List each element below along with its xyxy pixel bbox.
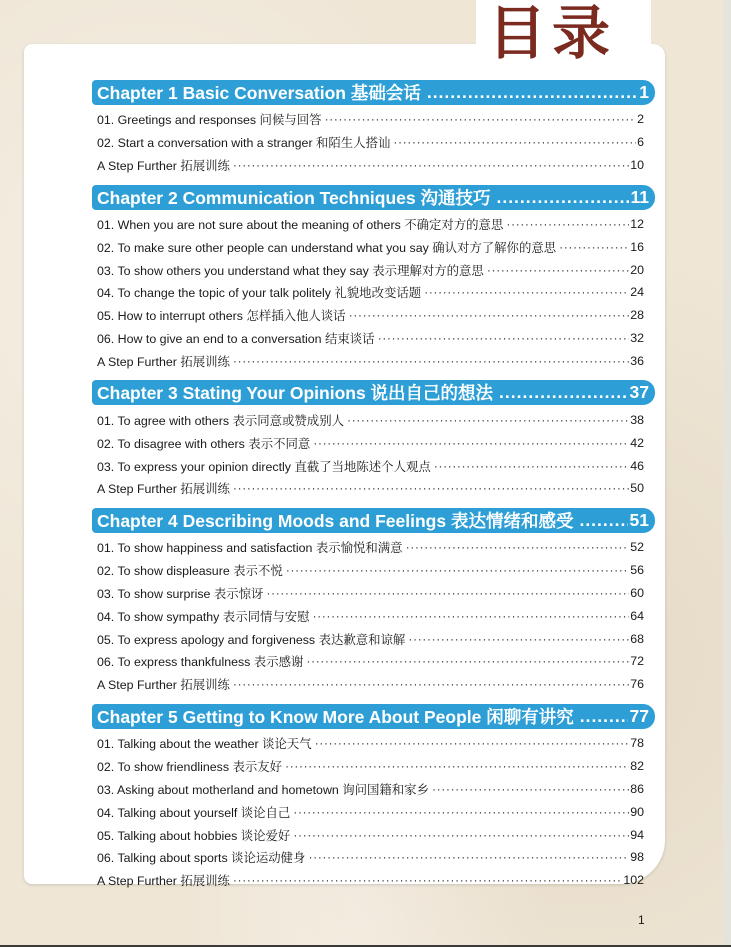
dot-leader xyxy=(496,187,628,208)
toc-entry[interactable] xyxy=(92,154,655,177)
dot-leader xyxy=(408,632,629,646)
chapter-heading[interactable] xyxy=(92,80,655,105)
chapter-group xyxy=(92,704,655,892)
entry-page-number: 68 xyxy=(630,631,644,646)
entry-page-number: 38 xyxy=(630,412,644,427)
entry-page-number: 94 xyxy=(630,827,644,842)
chapter-group xyxy=(92,80,655,177)
toc-entry[interactable] xyxy=(92,258,655,281)
table-of-contents xyxy=(92,80,655,900)
chapter-title: Chapter 4 Describing Moods and Feelings 表达情绪和感受 xyxy=(97,510,574,531)
chapter-heading[interactable] xyxy=(92,185,655,210)
toc-entry[interactable] xyxy=(92,408,655,431)
entry-title: 02. To disagree with others 表示不同意 xyxy=(97,436,311,451)
toc-entry[interactable] xyxy=(92,777,655,800)
dot-leader xyxy=(559,240,629,254)
toc-entry[interactable] xyxy=(92,627,655,650)
entry-title: A Step Further 拓展训练 xyxy=(97,874,230,889)
entry-page-number: 16 xyxy=(630,239,644,254)
entry-page-number: 56 xyxy=(630,563,644,578)
toc-entry[interactable] xyxy=(92,732,655,755)
entry-title: 04. To change the topic of your talk politely 礼貌地改变话题 xyxy=(97,286,422,301)
dot-leader xyxy=(313,609,630,623)
dot-leader xyxy=(233,354,629,368)
toc-entry[interactable] xyxy=(92,477,655,500)
entry-page-number: 72 xyxy=(630,654,644,669)
toc-entry[interactable] xyxy=(92,327,655,350)
dot-leader xyxy=(499,382,627,403)
dot-leader xyxy=(580,706,628,727)
dot-leader xyxy=(393,135,636,149)
entry-page-number: 32 xyxy=(630,331,644,346)
dot-leader xyxy=(325,112,637,126)
toc-entry[interactable] xyxy=(92,846,655,869)
toc-entry[interactable] xyxy=(92,454,655,477)
chapter-page-number: 37 xyxy=(629,382,649,403)
dot-leader xyxy=(406,540,630,554)
toc-entry[interactable] xyxy=(92,131,655,154)
entry-title: 04. Talking about yourself 谈论自己 xyxy=(97,805,291,820)
toc-entry[interactable] xyxy=(92,755,655,778)
chapter-title: Chapter 3 Stating Your Opinions 说出自己的想法 xyxy=(97,383,494,404)
entry-page-number: 6 xyxy=(637,135,644,150)
dot-leader xyxy=(579,510,627,531)
toc-entry[interactable] xyxy=(92,536,655,559)
entry-title: 02. Start a conversation with a stranger 和陌生人搭讪 xyxy=(97,136,391,151)
entry-page-number: 86 xyxy=(630,781,644,796)
dot-leader xyxy=(347,413,629,427)
entry-page-number: 36 xyxy=(630,354,644,369)
entry-page-number: 102 xyxy=(623,873,644,888)
entry-title: 03. To show others you understand what they say 表示理解对方的意思 xyxy=(97,263,484,278)
chapter-heading[interactable] xyxy=(92,508,655,533)
entry-title: 04. To show sympathy 表示同情与安慰 xyxy=(97,609,310,624)
entry-page-number: 52 xyxy=(630,540,644,555)
toc-entry[interactable] xyxy=(92,869,655,892)
chapter-title: Chapter 2 Communication Techniques 沟通技巧 xyxy=(97,187,491,208)
dot-leader xyxy=(506,217,629,231)
entry-page-number: 10 xyxy=(630,158,644,173)
toc-entry[interactable] xyxy=(92,304,655,327)
dot-leader xyxy=(286,563,629,577)
entry-title: 01. Talking about the weather 谈论天气 xyxy=(97,737,312,752)
entry-page-number: 42 xyxy=(630,435,644,450)
chapter-group xyxy=(92,508,655,696)
dot-leader xyxy=(313,436,629,450)
dot-leader xyxy=(306,654,629,668)
entry-title: A Step Further 拓展训练 xyxy=(97,678,230,693)
entry-page-number: 12 xyxy=(630,216,644,231)
entry-title: 01. When you are not sure about the meaning of others 不确定对方的意思 xyxy=(97,217,504,232)
toc-entry[interactable] xyxy=(92,800,655,823)
entry-title: 03. To express your opinion directly 直截了当地陈述个人观点 xyxy=(97,459,431,474)
entry-title: 01. To show happiness and satisfaction 表示愉悦和满意 xyxy=(97,541,403,556)
dot-leader xyxy=(315,736,630,750)
toc-entry[interactable] xyxy=(92,350,655,373)
chapter-title: Chapter 1 Basic Conversation 基础会话 xyxy=(97,83,421,103)
chapter-group xyxy=(92,185,655,373)
entry-title: A Step Further 拓展训练 xyxy=(97,355,230,370)
entry-title: 05. How to interrupt others 怎样插入他人谈话 xyxy=(97,309,346,324)
entry-title: 03. To show surprise 表示惊讶 xyxy=(97,586,264,601)
entry-title: 03. Asking about motherland and hometown 询问国籍和家乡 xyxy=(97,782,429,797)
entry-title: 06. To express thankfulness 表示感谢 xyxy=(97,655,304,670)
toc-entry[interactable] xyxy=(92,235,655,258)
dot-leader xyxy=(233,873,622,887)
toc-entry[interactable] xyxy=(92,431,655,454)
dot-leader xyxy=(233,481,629,495)
entry-title: 06. How to give an end to a conversation 结束谈话 xyxy=(97,332,375,347)
entry-page-number: 24 xyxy=(630,285,644,300)
entry-page-number: 64 xyxy=(630,608,644,623)
dot-leader xyxy=(285,759,629,773)
entry-title: 01. Greetings and responses 问候与回答 xyxy=(97,113,322,128)
page-edge-strip xyxy=(723,0,731,947)
entry-title: 06. Talking about sports 谈论运动健身 xyxy=(97,851,306,866)
entry-title: 05. To express apology and forgiveness 表达歉意和谅解 xyxy=(97,632,406,647)
toc-entry[interactable] xyxy=(92,582,655,605)
entry-page-number: 76 xyxy=(630,677,644,692)
entry-page-number: 46 xyxy=(630,458,644,473)
entry-title: 02. To show friendliness 表示友好 xyxy=(97,759,283,774)
dot-leader xyxy=(233,158,629,172)
entry-page-number: 28 xyxy=(630,308,644,323)
toc-entry[interactable] xyxy=(92,823,655,846)
chapter-page-number: 11 xyxy=(630,186,649,207)
entry-page-number: 90 xyxy=(630,804,644,819)
entry-page-number: 98 xyxy=(630,850,644,865)
dot-leader xyxy=(434,459,629,473)
dot-leader xyxy=(293,805,629,819)
entry-title: A Step Further 拓展训练 xyxy=(97,159,230,174)
dot-leader xyxy=(308,850,629,864)
dot-leader xyxy=(266,586,629,600)
chapter-heading[interactable] xyxy=(92,704,655,729)
entry-page-number: 82 xyxy=(630,758,644,773)
dot-leader xyxy=(293,828,629,842)
entry-title: 01. To agree with others 表示同意或赞成别人 xyxy=(97,413,344,428)
toc-entry[interactable] xyxy=(92,559,655,582)
chapter-page-number: 51 xyxy=(629,509,649,530)
entry-page-number: 78 xyxy=(630,736,644,751)
toc-entry[interactable] xyxy=(92,281,655,304)
page-number: 1 xyxy=(638,913,645,927)
toc-entry[interactable] xyxy=(92,108,655,131)
dot-leader xyxy=(233,677,629,691)
entry-page-number: 20 xyxy=(630,262,644,277)
dot-leader xyxy=(378,331,630,345)
chapter-group xyxy=(92,380,655,499)
entry-title: 05. Talking about hobbies 谈论爱好 xyxy=(97,828,291,843)
chapter-page-number: 1 xyxy=(639,82,649,102)
entry-title: 02. To make sure other people can understand what you say 确认对方了解你的意思 xyxy=(97,240,557,255)
page-title: 目录 xyxy=(488,0,617,67)
entry-page-number: 50 xyxy=(630,481,644,496)
toc-entry[interactable] xyxy=(92,213,655,236)
dot-leader xyxy=(424,285,629,299)
dot-leader xyxy=(349,308,630,322)
entry-page-number: 2 xyxy=(637,112,644,127)
dot-leader xyxy=(487,263,629,277)
chapter-page-number: 77 xyxy=(629,705,649,726)
entry-page-number: 60 xyxy=(630,585,644,600)
chapter-heading[interactable] xyxy=(92,380,655,405)
chapter-title: Chapter 5 Getting to Know More About People 闲聊有讲究 xyxy=(97,706,574,727)
entry-title: A Step Further 拓展训练 xyxy=(97,482,230,497)
dot-leader xyxy=(432,782,629,796)
entry-title: 02. To show displeasure 表示不悦 xyxy=(97,564,283,579)
toc-entry[interactable] xyxy=(92,604,655,627)
toc-entry[interactable] xyxy=(92,650,655,673)
dot-leader xyxy=(427,82,637,103)
toc-entry[interactable] xyxy=(92,673,655,696)
